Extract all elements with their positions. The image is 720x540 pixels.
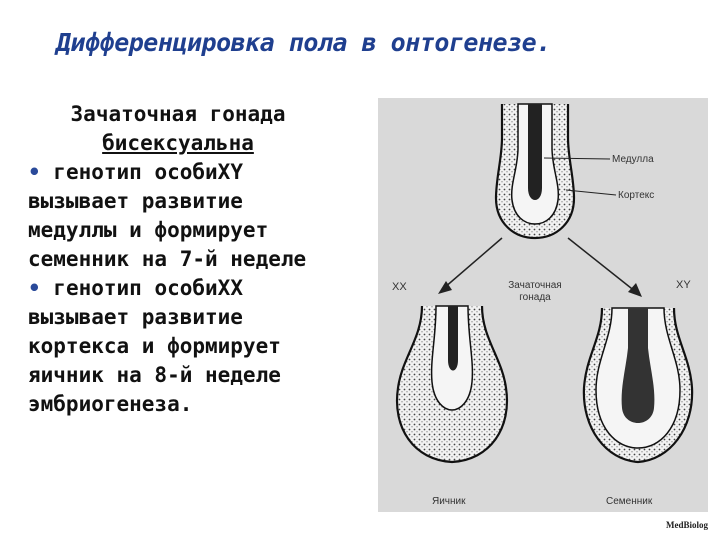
bullet-2-line-5: эмбриогенеза. (28, 392, 193, 416)
arrow-to-ovary (438, 238, 502, 294)
bullet-1-line-2: вызывает развитие (28, 189, 243, 213)
bullet-icon: • (28, 276, 41, 300)
bullet-2-line-2: вызывает развитие (28, 305, 243, 329)
bullet-1-text: генотип особи (40, 160, 218, 184)
bullet-1-line-4: семенник на 7-й неделе (28, 247, 307, 271)
bullet-1-genotype: XY (217, 160, 243, 184)
gonad-diagram (378, 98, 708, 512)
bullet-1-line-3: медуллы и формирует (28, 218, 269, 242)
slide-title: Дифференцировка пола в онтогенезе. (56, 28, 551, 57)
bullet-icon: • (28, 160, 41, 184)
description-text (28, 100, 388, 419)
ovary-label: Яичник (432, 496, 466, 507)
gonad-label-line-1: Зачаточная (508, 280, 562, 291)
intro-line-1: Зачаточная гонада (70, 102, 286, 126)
bullet-1-line-1 (28, 158, 388, 187)
bullet-2-text: генотип особи (40, 276, 218, 300)
gonad-differentiation-figure (378, 98, 708, 512)
medulla-label: Медулла (612, 154, 654, 165)
arrow-to-testis (568, 238, 642, 297)
indifferent-gonad-shape (496, 104, 574, 238)
bullet-2-line-1 (28, 274, 388, 303)
genotype-xx-label: XX (392, 281, 407, 293)
testis-label: Семенник (606, 496, 653, 507)
genotype-xy-label: XY (676, 279, 691, 291)
intro-line-2: бисексуальна (102, 131, 254, 155)
bullet-2-line-4: яичник на 8-й неделе (28, 363, 281, 387)
bullet-2-genotype: XX (217, 276, 243, 300)
cortex-label: Кортекс (618, 190, 655, 201)
testis-shape (584, 308, 692, 462)
credit-label: MedBiolog (666, 520, 708, 530)
bullet-2-line-3: кортекса и формирует (28, 334, 281, 358)
ovary-shape (397, 306, 507, 462)
gonad-label-line-2: гонада (519, 292, 551, 303)
